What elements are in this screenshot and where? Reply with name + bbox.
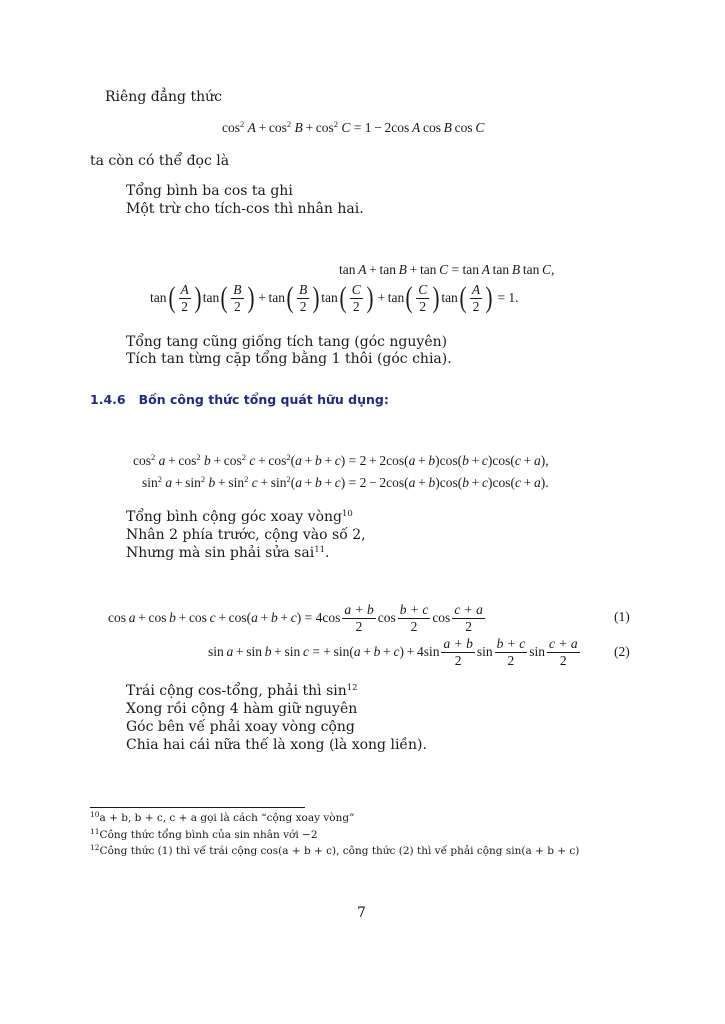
poem2-line2: Tích tan từng cặp tổng bằng 1 thôi (góc chia).: [126, 351, 452, 367]
poem1-line1: Tổng bình ba cos ta ghi: [126, 183, 293, 199]
poem3-line2: Nhân 2 phía trước, cộng vào số 2,: [126, 527, 366, 543]
poem4-line1: Trái cộng cos-tổng, phải thì $\sin^{12}$: [126, 683, 358, 699]
poem1-line2: Một trừ cho tích-cos thì nhân hai.: [126, 201, 364, 217]
general-sin-square-eq: $\sin^2 a + \sin^2 b + \sin^2 c + \sin^2(a + b + c) = 2 - 2\cos(a + b)\cos(b + c)\cos(c + a)$.: [142, 474, 549, 490]
footnote-10: $^{10}$a + b, b + c, c + a gọi là cách “cộng xoay vòng”: [90, 810, 355, 824]
equation-2: sin a + sin b + sin c = + sin(a + b + c) + 4sin $\frac{a + b}{2}$ sin $\frac{b + c}{2}$ sin $\frac{c + a}{2}$: [208, 635, 578, 668]
equation-1: cos a + cos b + cos c + cos(a + b + c) = 4cos $\frac{a + b}{2}$ cos $\frac{b + c}{2}$ cos $\frac{c + a}{2}$: [108, 601, 483, 634]
footnote-12: $^{12}$Công thức (1) thì vế trái cộng cos(a + b + c), công thức (2) thì vế phải cộng sin(a + b + c): [90, 843, 580, 857]
page-number: 7: [357, 905, 366, 921]
cos-square-identity: $\cos^2 A + \cos^2 B + \cos^2 C = 1 - 2\cos$ A cos B cos C: [222, 119, 485, 135]
poem3-line3: Nhưng mà sin phải sửa sai$^{11}$.: [126, 545, 330, 561]
poem4-line3: Góc bên vế phải xoay vòng cộng: [126, 719, 355, 735]
equation-2-number: (2): [614, 644, 630, 659]
equation-1-number: (1): [614, 609, 630, 624]
section-heading: [90, 392, 389, 407]
poem4-line4: Chia hai cái nữa thế là xong (là xong liền).: [126, 737, 427, 753]
footnote-11: $^{11}$Công thức tổng bình của sin nhân với −2: [90, 827, 318, 841]
section-number: 1.4.6: [90, 392, 126, 407]
poem4-line2: Xong rồi cộng 4 hàm giữ nguyên: [126, 701, 358, 717]
can-read-text: ta còn có thể đọc là: [90, 153, 230, 169]
section-title: Bốn công thức tổng quát hữu dụng:: [138, 392, 389, 407]
footnote-rule: [90, 807, 305, 808]
intro-text: Riêng đẳng thức: [105, 89, 222, 105]
tan-identity: tan A + tan B + tan C = tan A tan B tan C,: [339, 262, 555, 277]
poem2-line1: Tổng tang cũng giống tích tang (góc nguyên): [126, 334, 448, 350]
poem3-line1: Tổng bình cộng góc xoay vòng$^{10}$: [126, 509, 353, 525]
tan-half-angle-identity: tan ( $\frac{A}{2}$ ) tan ( $\frac{B}{2}$ ) + tan ( $\frac{B}{2}$ ) tan ( $\frac{C}{2}$ ) + tan ( $\frac{C}{2}$ ) tan ( $\frac{A}{2}$ ) = 1.: [150, 281, 519, 314]
general-cos-square-eq: $\cos^2 a + \cos^2 b + \cos^2 c + \cos^2(a + b + c) = 2 + 2\cos(a + b)\cos(b + c)\cos(c + a)$,: [133, 452, 549, 468]
